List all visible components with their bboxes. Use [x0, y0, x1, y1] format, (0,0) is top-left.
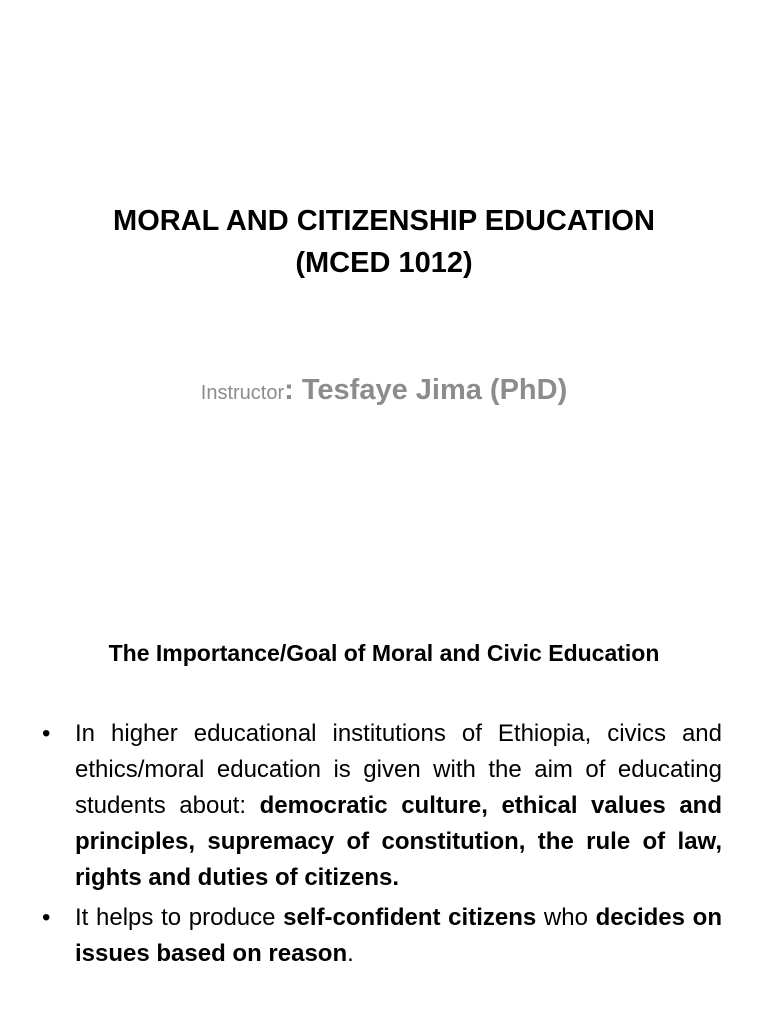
bullet-bold-text: democratic culture, ethical values and principles, supremacy of constitution, the rule of law, rights and duties of citizens.: [75, 792, 723, 891]
slide-title: [40, 200, 728, 284]
section-heading: The Importance/Goal of Moral and Civic Education: [108, 640, 660, 666]
bullet-item-aim: [40, 716, 722, 896]
instructor-label: Instructor: [200, 382, 285, 404]
bullet-bold-text: self-confident citizens: [283, 904, 537, 931]
instructor-line: [0, 374, 768, 407]
title-line-1: MORAL AND CITIZENSHIP EDUCATION: [113, 205, 655, 237]
title-line-2: (MCED 1012): [295, 247, 473, 279]
bullet-text: .: [347, 940, 354, 967]
bullet-item-benefit: [40, 900, 722, 972]
bullet-bold-text: decides on issues based on reason: [75, 904, 722, 967]
bullet-icon: •: [42, 720, 51, 747]
instructor-name: Tesfaye Jima (PhD): [301, 374, 568, 406]
bullet-text: who: [536, 904, 596, 931]
bullet-icon: •: [42, 904, 51, 931]
bullet-text: It helps to produce: [75, 904, 284, 931]
bullet-list: [40, 716, 722, 976]
instructor-separator: :: [284, 374, 302, 406]
bullet-text: In higher educational institutions of Ethiopia, civics and ethics/moral education is given with the aim of educating students about:: [75, 720, 722, 819]
